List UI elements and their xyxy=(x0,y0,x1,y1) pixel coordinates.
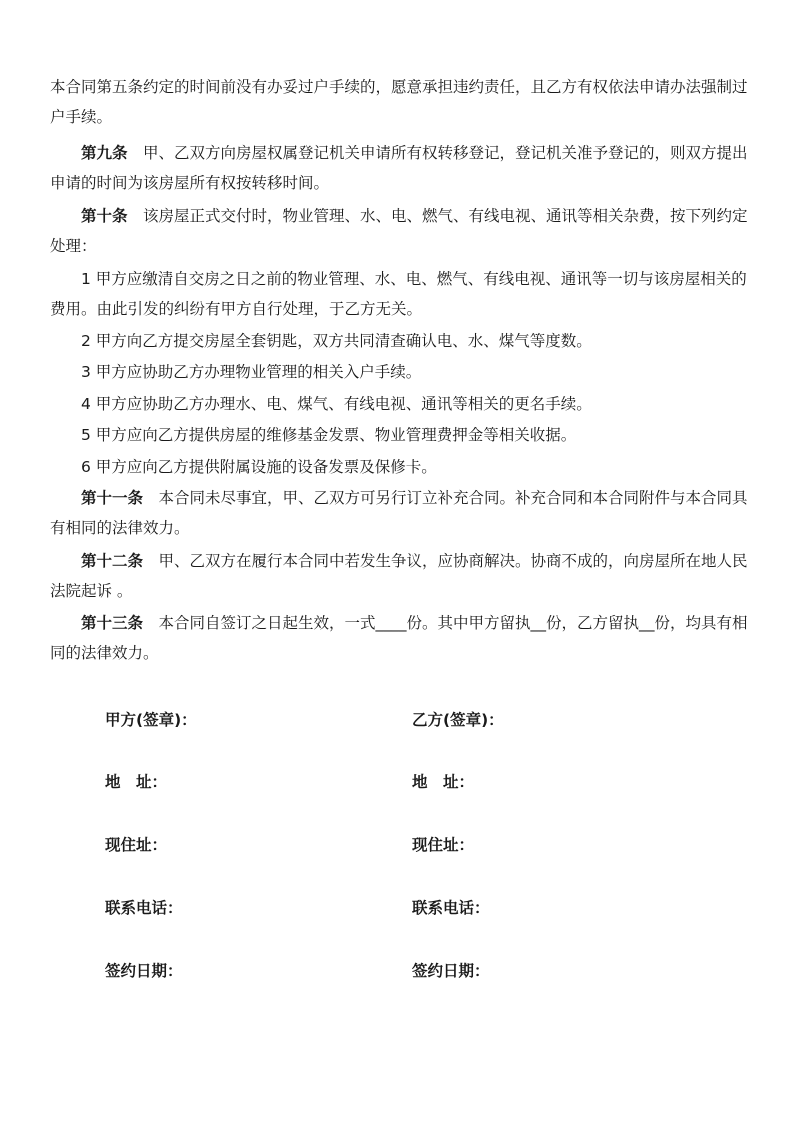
list-item: 1 甲方应缴清自交房之日之前的物业管理、水、电、燃气、有线电视、通讯等一切与该房屋相关的费用。由此引发的纠纷有甲方自行处理，于乙方无关。 xyxy=(50,270,747,318)
list-item: 4 甲方应协助乙方办理水、电、煤气、有线电视、通讯等相关的更名手续。 xyxy=(81,395,592,413)
list-item: 5 甲方应向乙方提供房屋的维修基金发票、物业管理费押金等相关收据。 xyxy=(81,426,577,444)
article-11-title: 第十一条 xyxy=(81,489,144,507)
article-13 xyxy=(50,608,755,668)
article-13-title: 第十三条 xyxy=(81,614,144,632)
article-12-title: 第十二条 xyxy=(81,552,144,570)
article-11 xyxy=(50,483,755,543)
party-a-current-address-label: 现住址： xyxy=(105,836,168,854)
list-item: 6 甲方应向乙方提供附属设施的设备发票及保修卡。 xyxy=(81,458,437,476)
article-10-text: 该房屋正式交付时，物业管理、水、电、燃气、有线电视、通讯等相关杂费，按下列约定处理： xyxy=(50,207,748,255)
party-a-address-label: 地 址： xyxy=(105,773,168,791)
party-a-phone-label: 联系电话： xyxy=(105,899,183,917)
article-9 xyxy=(50,138,755,198)
party-b-current-address-label: 现住址： xyxy=(412,836,475,854)
party-a-seal-label: 甲方(签章)： xyxy=(105,711,197,729)
party-b-address-label: 地 址： xyxy=(412,773,475,791)
article-9-text: 甲、乙双方向房屋权属登记机关申请所有权转移登记，登记机关准予登记的，则双方提出申请的时间为该房屋所有权按转移时间。 xyxy=(50,144,748,192)
list-item: 3 甲方应协助乙方办理物业管理的相关入户手续。 xyxy=(81,363,422,381)
article-9-title: 第九条 xyxy=(81,144,128,162)
party-b-seal-label: 乙方(签章)： xyxy=(412,711,504,729)
article-10 xyxy=(50,201,755,261)
article-12 xyxy=(50,546,755,606)
article-12-text: 甲、乙双方在履行本合同中若发生争议，应协商解决。协商不成的，向房屋所在地人民法院起诉 。 xyxy=(50,552,748,600)
article-11-text: 本合同未尽事宜，甲、乙双方可另行订立补充合同。补充合同和本合同附件与本合同具有相同的法律效力。 xyxy=(50,489,748,537)
party-b-phone-label: 联系电话： xyxy=(412,899,490,917)
party-a-date-label: 签约日期： xyxy=(105,962,183,980)
list-item: 2 甲方向乙方提交房屋全套钥匙，双方共同清查确认电、水、煤气等度数。 xyxy=(81,332,592,350)
article-13-text: 本合同自签订之日起生效，一式____份。其中甲方留执__份，乙方留执__份，均具有相同的法律效力。 xyxy=(50,614,748,662)
article-10-title: 第十条 xyxy=(81,207,128,225)
paragraph-continued: 本合同第五条约定的时间前没有办妥过户手续的，愿意承担违约责任，且乙方有权依法申请办法强制过户手续。 xyxy=(50,78,748,126)
party-b-date-label: 签约日期： xyxy=(412,962,490,980)
